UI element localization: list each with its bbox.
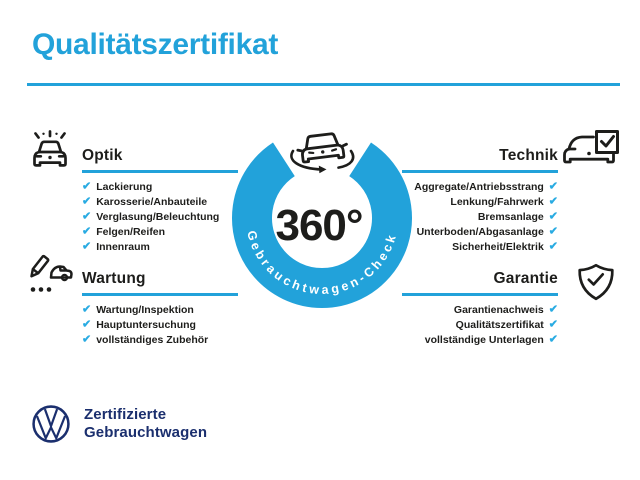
- 360-check-badge: [222, 98, 422, 325]
- checklist: [402, 180, 558, 255]
- section-heading: Wartung: [82, 270, 146, 287]
- item-label: Qualitätszertifikat: [455, 319, 544, 331]
- section-divider: [82, 170, 238, 173]
- item-label: Innenraum: [96, 241, 150, 253]
- list-item: [82, 333, 238, 348]
- item-label: Garantienachweis: [453, 304, 544, 316]
- check-icon: ✔: [548, 240, 558, 252]
- section-heading: Garantie: [493, 270, 558, 287]
- list-item: [402, 240, 558, 255]
- check-icon: ✔: [82, 225, 92, 237]
- item-label: Sicherheit/Elektrik: [452, 241, 544, 253]
- list-item: [402, 195, 558, 210]
- degrees-label: 360°: [275, 201, 363, 250]
- check-icon: ✔: [82, 303, 92, 315]
- section-heading: Technik: [499, 147, 558, 164]
- car-checkbox-icon: [560, 128, 622, 189]
- pen-checklist-car-icon: [24, 253, 76, 310]
- check-icon: ✔: [82, 180, 92, 192]
- brand-footer: [30, 403, 207, 445]
- item-label: vollständige Unterlagen: [424, 334, 544, 346]
- list-item: [402, 318, 558, 333]
- list-item: [82, 180, 238, 195]
- section-divider: [402, 170, 558, 173]
- check-icon: ✔: [548, 318, 558, 330]
- section-heading: Optik: [82, 147, 123, 164]
- check-icon: ✔: [548, 303, 558, 315]
- list-item: [82, 225, 238, 240]
- check-icon: ✔: [82, 195, 92, 207]
- check-icon: ✔: [82, 333, 92, 345]
- item-label: Verglasung/Beleuchtung: [96, 211, 220, 223]
- brand-line1: Zertifizierte: [84, 405, 167, 423]
- list-item: [402, 303, 558, 318]
- page-title: Qualitätszertifikat: [32, 28, 279, 61]
- shiny-car-front-icon: [24, 128, 76, 185]
- item-label: Aggregate/Antriebsstrang: [414, 181, 544, 193]
- list-item: [82, 240, 238, 255]
- item-label: Bremsanlage: [477, 211, 544, 223]
- list-item: [82, 195, 238, 210]
- item-label: Lackierung: [96, 181, 153, 193]
- list-item: [82, 318, 238, 333]
- shield-check-icon: [572, 260, 620, 311]
- item-label: Felgen/Reifen: [96, 226, 166, 238]
- list-item: [402, 225, 558, 240]
- list-item: [402, 210, 558, 225]
- section-technik: [402, 146, 558, 255]
- brand-text: [84, 406, 207, 443]
- list-item: [82, 303, 238, 318]
- section-optik: [82, 146, 238, 255]
- check-icon: ✔: [548, 225, 558, 237]
- item-label: Lenkung/Fahrwerk: [450, 196, 544, 208]
- brand-line2: Gebrauchtwagen: [84, 424, 208, 441]
- check-icon: ✔: [548, 195, 558, 207]
- section-divider: [402, 293, 558, 296]
- checklist: [402, 303, 558, 348]
- car-rotation-icon: [291, 132, 353, 173]
- check-icon: ✔: [548, 180, 558, 192]
- vw-logo-icon: [30, 403, 72, 445]
- list-item: [82, 210, 238, 225]
- check-icon: ✔: [82, 240, 92, 252]
- item-label: Wartung/Inspektion: [96, 304, 194, 316]
- section-garantie: [402, 269, 558, 348]
- item-label: Karosserie/Anbauteile: [96, 196, 208, 208]
- section-divider: [82, 293, 238, 296]
- checklist: [82, 303, 238, 348]
- item-label: Unterboden/Abgasanlage: [416, 226, 544, 238]
- section-wartung: [82, 269, 238, 348]
- check-icon: ✔: [548, 333, 558, 345]
- checklist: [82, 180, 238, 255]
- item-label: Hauptuntersuchung: [96, 319, 196, 331]
- check-icon: ✔: [82, 210, 92, 222]
- check-icon: ✔: [82, 318, 92, 330]
- check-icon: ✔: [548, 210, 558, 222]
- list-item: [402, 333, 558, 348]
- ring-label: Gebrauchtwagen-Check: [244, 229, 399, 298]
- list-item: [402, 180, 558, 195]
- item-label: vollständiges Zubehör: [96, 334, 209, 346]
- header-divider: [27, 83, 620, 86]
